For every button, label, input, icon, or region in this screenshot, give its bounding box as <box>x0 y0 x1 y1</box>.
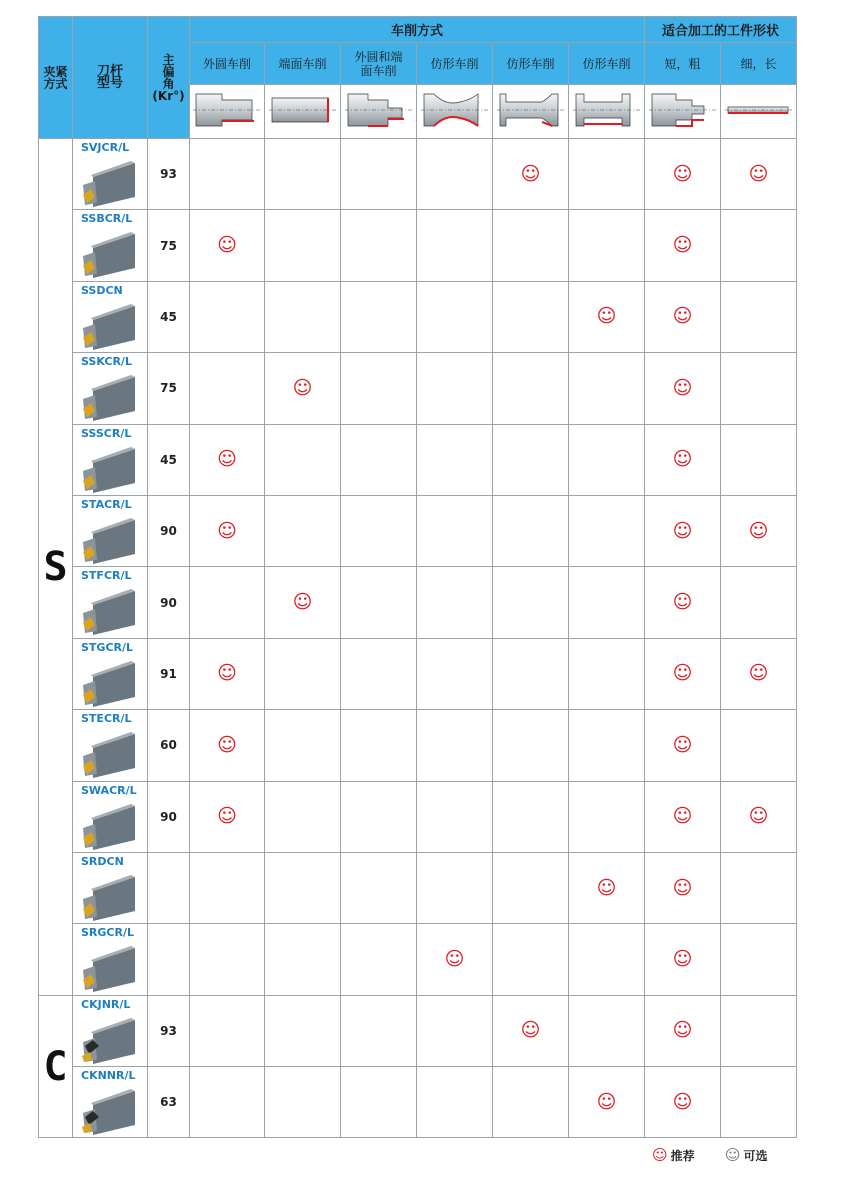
angle-unit: (Kr°) <box>152 88 185 103</box>
header-char: 角 <box>162 76 175 91</box>
recommended-mark: ☺ <box>569 281 645 352</box>
recommended-mark: ☺ <box>569 852 645 923</box>
empty-cell <box>569 781 645 852</box>
empty-cell <box>569 638 645 709</box>
recommended-mark: ☺ <box>417 924 493 995</box>
empty-cell <box>265 781 341 852</box>
empty-cell <box>265 139 341 210</box>
empty-cell <box>190 353 265 424</box>
empty-cell <box>417 710 493 781</box>
empty-cell <box>569 710 645 781</box>
column-header-line: 仿形车削 <box>582 56 631 71</box>
table-row <box>39 924 797 995</box>
tool-holder-icon <box>81 159 137 207</box>
empty-cell <box>417 210 493 281</box>
table-row <box>39 852 797 923</box>
empty-cell <box>569 210 645 281</box>
tool-holder-icon <box>81 873 137 921</box>
column-header-5 <box>569 43 645 85</box>
header-line: 型号 <box>96 75 123 91</box>
empty-cell <box>721 852 797 923</box>
holder-cell <box>73 924 148 995</box>
empty-cell <box>265 995 341 1066</box>
workpiece-shape-group-header: 适合加工的工件形状 <box>645 17 797 43</box>
empty-cell <box>265 424 341 495</box>
main-angle-value: 93 <box>148 139 190 210</box>
holder-model-name: STECR/L <box>81 712 132 726</box>
empty-cell <box>190 1067 265 1138</box>
holder-model-name: SWACR/L <box>81 783 137 797</box>
tool-holder-icon <box>81 1016 137 1064</box>
empty-cell <box>265 638 341 709</box>
workpiece-icon-cell-3 <box>417 85 493 139</box>
empty-cell <box>417 353 493 424</box>
column-header-line: 端面车削 <box>278 56 327 71</box>
column-header-line: 短，粗 <box>664 56 701 71</box>
optional-label: 可选 <box>743 1148 768 1163</box>
table-row <box>39 710 797 781</box>
empty-cell <box>341 710 417 781</box>
empty-cell <box>721 710 797 781</box>
empty-cell <box>341 210 417 281</box>
empty-cell <box>190 852 265 923</box>
workpiece-shape-icon <box>724 88 794 132</box>
empty-cell <box>417 852 493 923</box>
recommended-mark: ☺ <box>190 710 265 781</box>
workpiece-shape-icon <box>420 88 490 132</box>
holder-model-name: CKNNR/L <box>81 1069 136 1083</box>
empty-cell <box>190 139 265 210</box>
recommended-mark: ☺ <box>645 353 721 424</box>
table-row <box>39 281 797 352</box>
holder-model-name: SVJCR/L <box>81 141 130 154</box>
holder-model-name: SRDCN <box>81 854 124 868</box>
holder-cell <box>73 1067 148 1138</box>
holder-model-name: STGCR/L <box>81 640 134 654</box>
empty-cell <box>341 353 417 424</box>
holder-cell <box>73 781 148 852</box>
main-angle-value: 60 <box>148 710 190 781</box>
holder-model-name: CKJNR/L <box>81 997 131 1011</box>
column-header-6 <box>645 43 721 85</box>
column-header-3 <box>417 43 493 85</box>
empty-cell <box>417 567 493 638</box>
empty-cell <box>265 210 341 281</box>
empty-cell <box>493 353 569 424</box>
tool-holder-icon <box>81 373 137 421</box>
holder-model-name: SSDCN <box>81 283 123 297</box>
empty-cell <box>417 995 493 1066</box>
recommended-mark: ☺ <box>190 638 265 709</box>
main-angle-value: 91 <box>148 638 190 709</box>
header-char: 主 <box>162 52 175 67</box>
column-header-2 <box>341 43 417 85</box>
empty-cell <box>265 924 341 995</box>
column-header-0 <box>190 43 265 85</box>
recommended-mark: ☺ <box>645 924 721 995</box>
empty-cell <box>417 139 493 210</box>
recommended-mark: ☺ <box>645 638 721 709</box>
empty-cell <box>721 210 797 281</box>
main-angle-value: 93 <box>148 995 190 1066</box>
empty-cell <box>493 210 569 281</box>
empty-cell <box>493 1067 569 1138</box>
holder-model-name: SSBCR/L <box>81 212 133 226</box>
workpiece-shape-icon <box>192 88 262 132</box>
empty-cell <box>493 924 569 995</box>
table-row <box>39 424 797 495</box>
empty-cell <box>721 995 797 1066</box>
empty-cell <box>341 638 417 709</box>
main-angle-value: 90 <box>148 495 190 566</box>
holder-cell <box>73 495 148 566</box>
workpiece-shape-icon <box>572 88 642 132</box>
workpiece-icon-cell-4 <box>493 85 569 139</box>
tool-holder-icon <box>81 1087 137 1135</box>
empty-cell <box>569 495 645 566</box>
main-angle-value: 45 <box>148 424 190 495</box>
empty-cell <box>190 281 265 352</box>
table-row <box>39 567 797 638</box>
column-header-1 <box>265 43 341 85</box>
column-header-line: 仿形车削 <box>506 56 555 71</box>
recommended-mark: ☺ <box>645 210 721 281</box>
empty-cell <box>417 1067 493 1138</box>
legend <box>652 1146 768 1164</box>
empty-cell <box>721 281 797 352</box>
tool-holder-icon <box>81 659 137 707</box>
empty-cell <box>265 281 341 352</box>
holder-cell <box>73 710 148 781</box>
holder-model-name: SRGCR/L <box>81 926 134 940</box>
recommended-mark: ☺ <box>645 781 721 852</box>
workpiece-icon-cell-2 <box>341 85 417 139</box>
recommended-mark: ☺ <box>645 139 721 210</box>
recommended-mark: ☺ <box>645 852 721 923</box>
holder-model-name: SSSCR/L <box>81 426 132 440</box>
recommended-mark: ☺ <box>645 1067 721 1138</box>
tool-holder-icon <box>81 730 137 778</box>
empty-cell <box>190 995 265 1066</box>
recommended-mark: ☺ <box>265 353 341 424</box>
holder-cell <box>73 424 148 495</box>
recommended-mark: ☺ <box>190 210 265 281</box>
holder-cell <box>73 852 148 923</box>
empty-cell <box>417 638 493 709</box>
workpiece-shape-icon <box>648 88 718 132</box>
empty-cell <box>721 353 797 424</box>
header-line: 方式 <box>43 76 68 91</box>
turning-tool-selection-table <box>38 16 797 1138</box>
main-angle-value: 90 <box>148 781 190 852</box>
empty-cell <box>569 139 645 210</box>
workpiece-shape-icon <box>496 88 566 132</box>
empty-cell <box>341 1067 417 1138</box>
empty-cell <box>341 567 417 638</box>
recommended-label: 推荐 <box>670 1148 695 1163</box>
holder-model-header <box>73 17 148 139</box>
empty-cell <box>417 495 493 566</box>
recommended-mark: ☺ <box>265 567 341 638</box>
recommended-mark: ☺ <box>190 495 265 566</box>
holder-cell <box>73 210 148 281</box>
recommended-mark: ☺ <box>721 781 797 852</box>
main-angle-value: 75 <box>148 210 190 281</box>
holder-model-name: STACR/L <box>81 497 132 511</box>
column-header-line: 外圆车削 <box>202 56 251 71</box>
empty-cell <box>190 567 265 638</box>
holder-model-name: SSKCR/L <box>81 355 132 369</box>
column-header-line: 仿形车削 <box>430 56 479 71</box>
column-header-line: 面车削 <box>360 63 397 78</box>
empty-cell <box>493 495 569 566</box>
header-char: 偏 <box>162 64 175 79</box>
table-row <box>39 139 797 210</box>
turning-method-group-header: 车削方式 <box>190 17 645 43</box>
holder-cell <box>73 281 148 352</box>
empty-cell <box>493 852 569 923</box>
empty-cell <box>341 495 417 566</box>
empty-cell <box>721 1067 797 1138</box>
empty-cell <box>569 924 645 995</box>
empty-cell <box>569 353 645 424</box>
holder-cell <box>73 638 148 709</box>
empty-cell <box>417 281 493 352</box>
table-row <box>39 995 797 1066</box>
holder-cell <box>73 567 148 638</box>
empty-cell <box>493 638 569 709</box>
workpiece-icon-cell-7 <box>721 85 797 139</box>
table-row <box>39 495 797 566</box>
empty-cell <box>721 924 797 995</box>
clamp-type-header <box>39 17 73 139</box>
empty-cell <box>569 424 645 495</box>
recommended-mark: ☺ <box>645 567 721 638</box>
recommended-mark: ☺ <box>645 424 721 495</box>
main-angle-value: 63 <box>148 1067 190 1138</box>
tool-holder-icon <box>81 587 137 635</box>
recommended-mark: ☺ <box>493 139 569 210</box>
empty-cell <box>265 710 341 781</box>
empty-cell <box>265 1067 341 1138</box>
recommended-mark: ☺ <box>190 424 265 495</box>
recommended-mark: ☺ <box>645 495 721 566</box>
tool-holder-icon <box>81 516 137 564</box>
empty-cell <box>721 567 797 638</box>
clamp-type-s: S <box>39 139 73 996</box>
tool-holder-icon <box>81 802 137 850</box>
empty-cell <box>341 924 417 995</box>
workpiece-icon-cell-1 <box>265 85 341 139</box>
optional-symbol: ☺ <box>724 1146 741 1164</box>
table-row <box>39 1067 797 1138</box>
tool-holder-icon <box>81 445 137 493</box>
empty-cell <box>341 281 417 352</box>
empty-cell <box>417 424 493 495</box>
empty-cell <box>265 852 341 923</box>
workpiece-icon-cell-5 <box>569 85 645 139</box>
empty-cell <box>341 139 417 210</box>
recommended-mark: ☺ <box>569 1067 645 1138</box>
table-row <box>39 210 797 281</box>
empty-cell <box>417 781 493 852</box>
workpiece-icon-cell-0 <box>190 85 265 139</box>
recommended-symbol: ☺ <box>652 1146 668 1164</box>
column-header-4 <box>493 43 569 85</box>
empty-cell <box>493 281 569 352</box>
empty-cell <box>341 995 417 1066</box>
header-line: 刀杆 <box>96 63 123 79</box>
empty-cell <box>341 424 417 495</box>
recommended-mark: ☺ <box>645 710 721 781</box>
table-row <box>39 781 797 852</box>
holder-cell <box>73 995 148 1066</box>
recommended-mark: ☺ <box>721 495 797 566</box>
recommended-mark: ☺ <box>721 638 797 709</box>
holder-cell <box>73 353 148 424</box>
table-row <box>39 353 797 424</box>
clamp-type-c: C <box>39 995 73 1138</box>
column-header-line: 细，长 <box>740 56 777 71</box>
recommended-mark: ☺ <box>493 995 569 1066</box>
empty-cell <box>341 781 417 852</box>
main-angle-value: 45 <box>148 281 190 352</box>
empty-cell <box>493 710 569 781</box>
holder-model-name: STFCR/L <box>81 569 132 583</box>
tool-holder-icon <box>81 230 137 278</box>
empty-cell <box>493 567 569 638</box>
recommended-mark: ☺ <box>645 281 721 352</box>
tool-holder-icon <box>81 302 137 350</box>
empty-cell <box>721 424 797 495</box>
empty-cell <box>341 852 417 923</box>
workpiece-shape-icon <box>344 88 414 132</box>
main-angle-value <box>148 852 190 923</box>
header-line: 夹紧 <box>43 64 68 79</box>
tool-holder-icon <box>81 944 137 992</box>
workpiece-icon-cell-6 <box>645 85 721 139</box>
column-header-line: 外圆和端 <box>354 49 403 64</box>
empty-cell <box>569 995 645 1066</box>
empty-cell <box>190 924 265 995</box>
empty-cell <box>493 424 569 495</box>
empty-cell <box>493 781 569 852</box>
main-angle-header <box>148 17 190 139</box>
holder-cell <box>73 139 148 210</box>
empty-cell <box>265 495 341 566</box>
recommended-mark: ☺ <box>721 139 797 210</box>
recommended-mark: ☺ <box>190 781 265 852</box>
main-angle-value: 75 <box>148 353 190 424</box>
main-angle-value <box>148 924 190 995</box>
workpiece-shape-icon <box>268 88 338 132</box>
recommended-mark: ☺ <box>645 995 721 1066</box>
column-header-7 <box>721 43 797 85</box>
empty-cell <box>569 567 645 638</box>
main-angle-value: 90 <box>148 567 190 638</box>
table-row <box>39 638 797 709</box>
